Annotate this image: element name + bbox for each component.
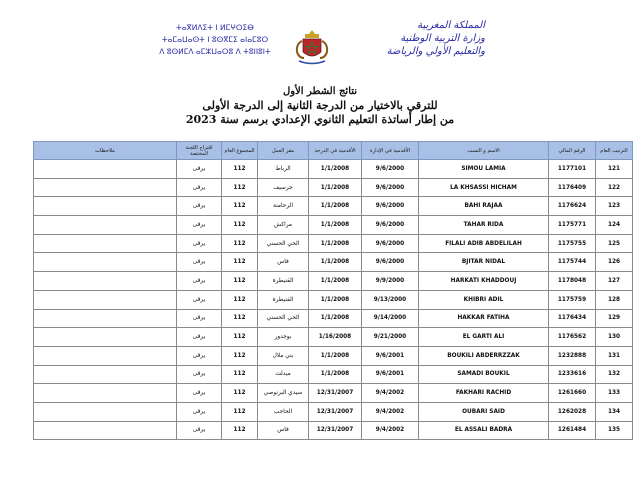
cell-workplace: الرباط <box>258 160 309 179</box>
cell-total: 112 <box>222 346 258 365</box>
cell-workplace: الحاجب <box>258 402 309 421</box>
cell-rank: 131 <box>596 346 633 365</box>
table-row <box>34 309 633 328</box>
cell-total: 112 <box>222 160 258 179</box>
cell-committee: يرقى <box>177 272 222 291</box>
cell-financial-number: 1175759 <box>549 290 596 309</box>
cell-name: OUBARI SAID <box>419 402 549 421</box>
cell-notes <box>34 160 177 179</box>
cell-workplace: الحي الحسني <box>258 234 309 253</box>
cell-rank: 135 <box>596 421 633 440</box>
cell-name: LA KHSASSI HICHAM <box>419 178 549 197</box>
table-row <box>34 421 633 440</box>
arabic-header-line: والتعليم الأولي والرياضة <box>386 46 485 57</box>
cell-total: 112 <box>222 178 258 197</box>
cell-total: 112 <box>222 421 258 440</box>
cell-name: HARKATI KHADDOUJ <box>419 272 549 291</box>
cell-name: HAKKAR FATIHA <box>419 309 549 328</box>
cell-seniority-grade: 1/1/2008 <box>309 253 362 272</box>
cell-committee: يرقى <box>177 234 222 253</box>
document-subtitle: من إطار أساتذة التعليم الثانوي الإعدادي برسم سنة 2023 <box>185 113 455 126</box>
cell-name: TAHAR RIDA <box>419 216 549 235</box>
cell-financial-number: 1261660 <box>549 384 596 403</box>
cell-total: 112 <box>222 402 258 421</box>
cell-seniority-grade: 1/1/2008 <box>309 216 362 235</box>
table-row <box>34 402 633 421</box>
table-row <box>34 346 633 365</box>
cell-financial-number: 1176434 <box>549 309 596 328</box>
cell-seniority-admin: 9/4/2002 <box>362 384 419 403</box>
cell-committee: يرقى <box>177 197 222 216</box>
cell-name: SAMADI BOUKIL <box>419 365 549 384</box>
cell-name: BJITAR NIDAL <box>419 253 549 272</box>
cell-notes <box>34 253 177 272</box>
cell-financial-number: 1175744 <box>549 253 596 272</box>
cell-financial-number: 1176409 <box>549 178 596 197</box>
cell-name: BOUKILI ABDERRZZAK <box>419 346 549 365</box>
cell-workplace: مراكش <box>258 216 309 235</box>
table-row <box>34 178 633 197</box>
cell-seniority-grade: 12/31/2007 <box>309 421 362 440</box>
cell-seniority-grade: 1/1/2008 <box>309 234 362 253</box>
header-notes: ملاحظات <box>34 142 177 160</box>
cell-committee: يرقى <box>177 384 222 403</box>
tifinagh-ministry-header <box>150 22 280 58</box>
cell-rank: 126 <box>596 253 633 272</box>
cell-committee: يرقى <box>177 290 222 309</box>
cell-financial-number: 1176562 <box>549 328 596 347</box>
cell-financial-number: 1175755 <box>549 234 596 253</box>
cell-seniority-grade: 1/1/2008 <box>309 309 362 328</box>
cell-committee: يرقى <box>177 309 222 328</box>
cell-workplace: فاس <box>258 421 309 440</box>
cell-notes <box>34 421 177 440</box>
cell-seniority-grade: 1/1/2008 <box>309 272 362 291</box>
cell-seniority-grade: 12/31/2007 <box>309 384 362 403</box>
header-financial-number: الرقم المالي <box>549 142 596 160</box>
cell-seniority-admin: 9/6/2001 <box>362 365 419 384</box>
header-seniority-grade: الأقدمية في الدرجة <box>309 142 362 160</box>
cell-seniority-grade: 1/1/2008 <box>309 178 362 197</box>
cell-total: 112 <box>222 384 258 403</box>
table-row <box>34 234 633 253</box>
cell-notes <box>34 309 177 328</box>
cell-committee: يرقى <box>177 328 222 347</box>
cell-total: 112 <box>222 272 258 291</box>
cell-rank: 130 <box>596 328 633 347</box>
header-total: المجموع العام <box>222 142 258 160</box>
header-seniority-admin: الأقدمية في الإدارة <box>362 142 419 160</box>
cell-workplace: القنيطرة <box>258 272 309 291</box>
cell-seniority-grade: 1/1/2008 <box>309 346 362 365</box>
arabic-header-line: المملكة المغربية <box>417 20 485 31</box>
cell-rank: 133 <box>596 384 633 403</box>
tifinagh-line: ⴷ ⵓⵙⵍⵎⴷ ⴰⵎⵣⵡⴰⵔⵓ ⴷ ⵜⵓⵏⵏⵓⵏⵜ <box>159 47 271 56</box>
cell-committee: يرقى <box>177 421 222 440</box>
cell-notes <box>34 384 177 403</box>
cell-total: 112 <box>222 197 258 216</box>
cell-rank: 125 <box>596 234 633 253</box>
cell-seniority-admin: 9/6/2001 <box>362 346 419 365</box>
table-row <box>34 160 633 179</box>
cell-seniority-grade: 1/1/2008 <box>309 365 362 384</box>
cell-notes <box>34 365 177 384</box>
cell-name: FILALI ADIB ABDELILAH <box>419 234 549 253</box>
cell-name: SIMOU LAMIA <box>419 160 549 179</box>
table-row <box>34 290 633 309</box>
cell-financial-number: 1176624 <box>549 197 596 216</box>
cell-notes <box>34 197 177 216</box>
cell-seniority-admin: 9/6/2000 <box>362 253 419 272</box>
cell-seniority-admin: 9/21/2000 <box>362 328 419 347</box>
arabic-ministry-header <box>335 19 485 58</box>
header-workplace: مقر العمل <box>258 142 309 160</box>
header-name: الاسم و النسب <box>419 142 549 160</box>
cell-workplace: بني ملال <box>258 346 309 365</box>
cell-notes <box>34 178 177 197</box>
cell-committee: يرقى <box>177 402 222 421</box>
cell-rank: 121 <box>596 160 633 179</box>
cell-financial-number: 1232888 <box>549 346 596 365</box>
cell-workplace: الحي الحسني <box>258 309 309 328</box>
cell-rank: 128 <box>596 290 633 309</box>
cell-workplace: الرحامنة <box>258 197 309 216</box>
table-body <box>34 160 633 440</box>
cell-name: EL ASSALI BADRA <box>419 421 549 440</box>
cell-seniority-admin: 9/6/2000 <box>362 178 419 197</box>
cell-seniority-admin: 9/14/2000 <box>362 309 419 328</box>
cell-workplace: بوجدور <box>258 328 309 347</box>
cell-seniority-admin: 9/6/2000 <box>362 216 419 235</box>
coat-of-arms-emblem <box>291 28 333 66</box>
table-row <box>34 384 633 403</box>
arabic-header-line: وزارة التربية الوطنية <box>400 33 485 44</box>
cell-financial-number: 1178048 <box>549 272 596 291</box>
cell-name: EL GARTI ALI <box>419 328 549 347</box>
cell-total: 112 <box>222 290 258 309</box>
header-rank: الترتيب العام <box>596 142 633 160</box>
header-committee: اقتراح اللجنة المختصة <box>177 142 222 160</box>
cell-rank: 132 <box>596 365 633 384</box>
tifinagh-line: ⵜⴰⴳⵍⴷⵉⵜ ⵏ ⵍⵎⵖⵔⵉⴱ <box>176 23 254 32</box>
cell-committee: يرقى <box>177 253 222 272</box>
results-table <box>33 141 633 440</box>
cell-total: 112 <box>222 309 258 328</box>
cell-seniority-grade: 1/1/2008 <box>309 160 362 179</box>
cell-name: BAHI RAJAA <box>419 197 549 216</box>
cell-total: 112 <box>222 328 258 347</box>
cell-total: 112 <box>222 216 258 235</box>
cell-total: 112 <box>222 234 258 253</box>
cell-notes <box>34 272 177 291</box>
cell-financial-number: 1175771 <box>549 216 596 235</box>
cell-committee: يرقى <box>177 346 222 365</box>
cell-rank: 123 <box>596 197 633 216</box>
cell-workplace: القنيطرة <box>258 290 309 309</box>
cell-seniority-grade: 1/16/2008 <box>309 328 362 347</box>
cell-committee: يرقى <box>177 178 222 197</box>
cell-workplace: ميدلت <box>258 365 309 384</box>
tifinagh-line: ⵜⴰⵎⴰⵡⴰⵙⵜ ⵏ ⵓⵙⴳⵎⵉ ⴰⵏⴰⵎⵓⵔ <box>161 35 269 44</box>
cell-seniority-admin: 9/4/2002 <box>362 402 419 421</box>
cell-rank: 124 <box>596 216 633 235</box>
cell-financial-number: 1261484 <box>549 421 596 440</box>
cell-notes <box>34 402 177 421</box>
cell-notes <box>34 216 177 235</box>
cell-rank: 134 <box>596 402 633 421</box>
cell-total: 112 <box>222 253 258 272</box>
table-row <box>34 197 633 216</box>
table-row <box>34 216 633 235</box>
cell-seniority-admin: 9/4/2002 <box>362 421 419 440</box>
table-header-row <box>34 142 633 160</box>
cell-workplace: سيدي البرنوصي <box>258 384 309 403</box>
document-subtitle: للترقي بالاختيار من الدرجة الثانية إلى الدرجة الأولى <box>202 99 438 112</box>
cell-notes <box>34 346 177 365</box>
cell-committee: يرقى <box>177 365 222 384</box>
cell-seniority-admin: 9/6/2000 <box>362 197 419 216</box>
cell-rank: 122 <box>596 178 633 197</box>
cell-name: KHIBRI ADIL <box>419 290 549 309</box>
cell-notes <box>34 234 177 253</box>
cell-seniority-admin: 9/13/2000 <box>362 290 419 309</box>
table-row <box>34 365 633 384</box>
cell-workplace: فاس <box>258 253 309 272</box>
cell-committee: يرقى <box>177 216 222 235</box>
cell-seniority-grade: 12/31/2007 <box>309 402 362 421</box>
cell-financial-number: 1262028 <box>549 402 596 421</box>
cell-workplace: جرسيف <box>258 178 309 197</box>
cell-name: FAKHARI RACHID <box>419 384 549 403</box>
table-row <box>34 328 633 347</box>
table-row <box>34 253 633 272</box>
cell-total: 112 <box>222 365 258 384</box>
cell-notes <box>34 328 177 347</box>
cell-rank: 127 <box>596 272 633 291</box>
cell-seniority-grade: 1/1/2008 <box>309 197 362 216</box>
cell-financial-number: 1177101 <box>549 160 596 179</box>
cell-rank: 129 <box>596 309 633 328</box>
document-title: نتائج الشطر الأول <box>282 86 358 97</box>
cell-notes <box>34 290 177 309</box>
cell-seniority-admin: 9/6/2000 <box>362 160 419 179</box>
cell-seniority-admin: 9/6/2000 <box>362 234 419 253</box>
cell-financial-number: 1233616 <box>549 365 596 384</box>
cell-committee: يرقى <box>177 160 222 179</box>
cell-seniority-grade: 1/1/2008 <box>309 290 362 309</box>
table-row <box>34 272 633 291</box>
cell-seniority-admin: 9/9/2000 <box>362 272 419 291</box>
